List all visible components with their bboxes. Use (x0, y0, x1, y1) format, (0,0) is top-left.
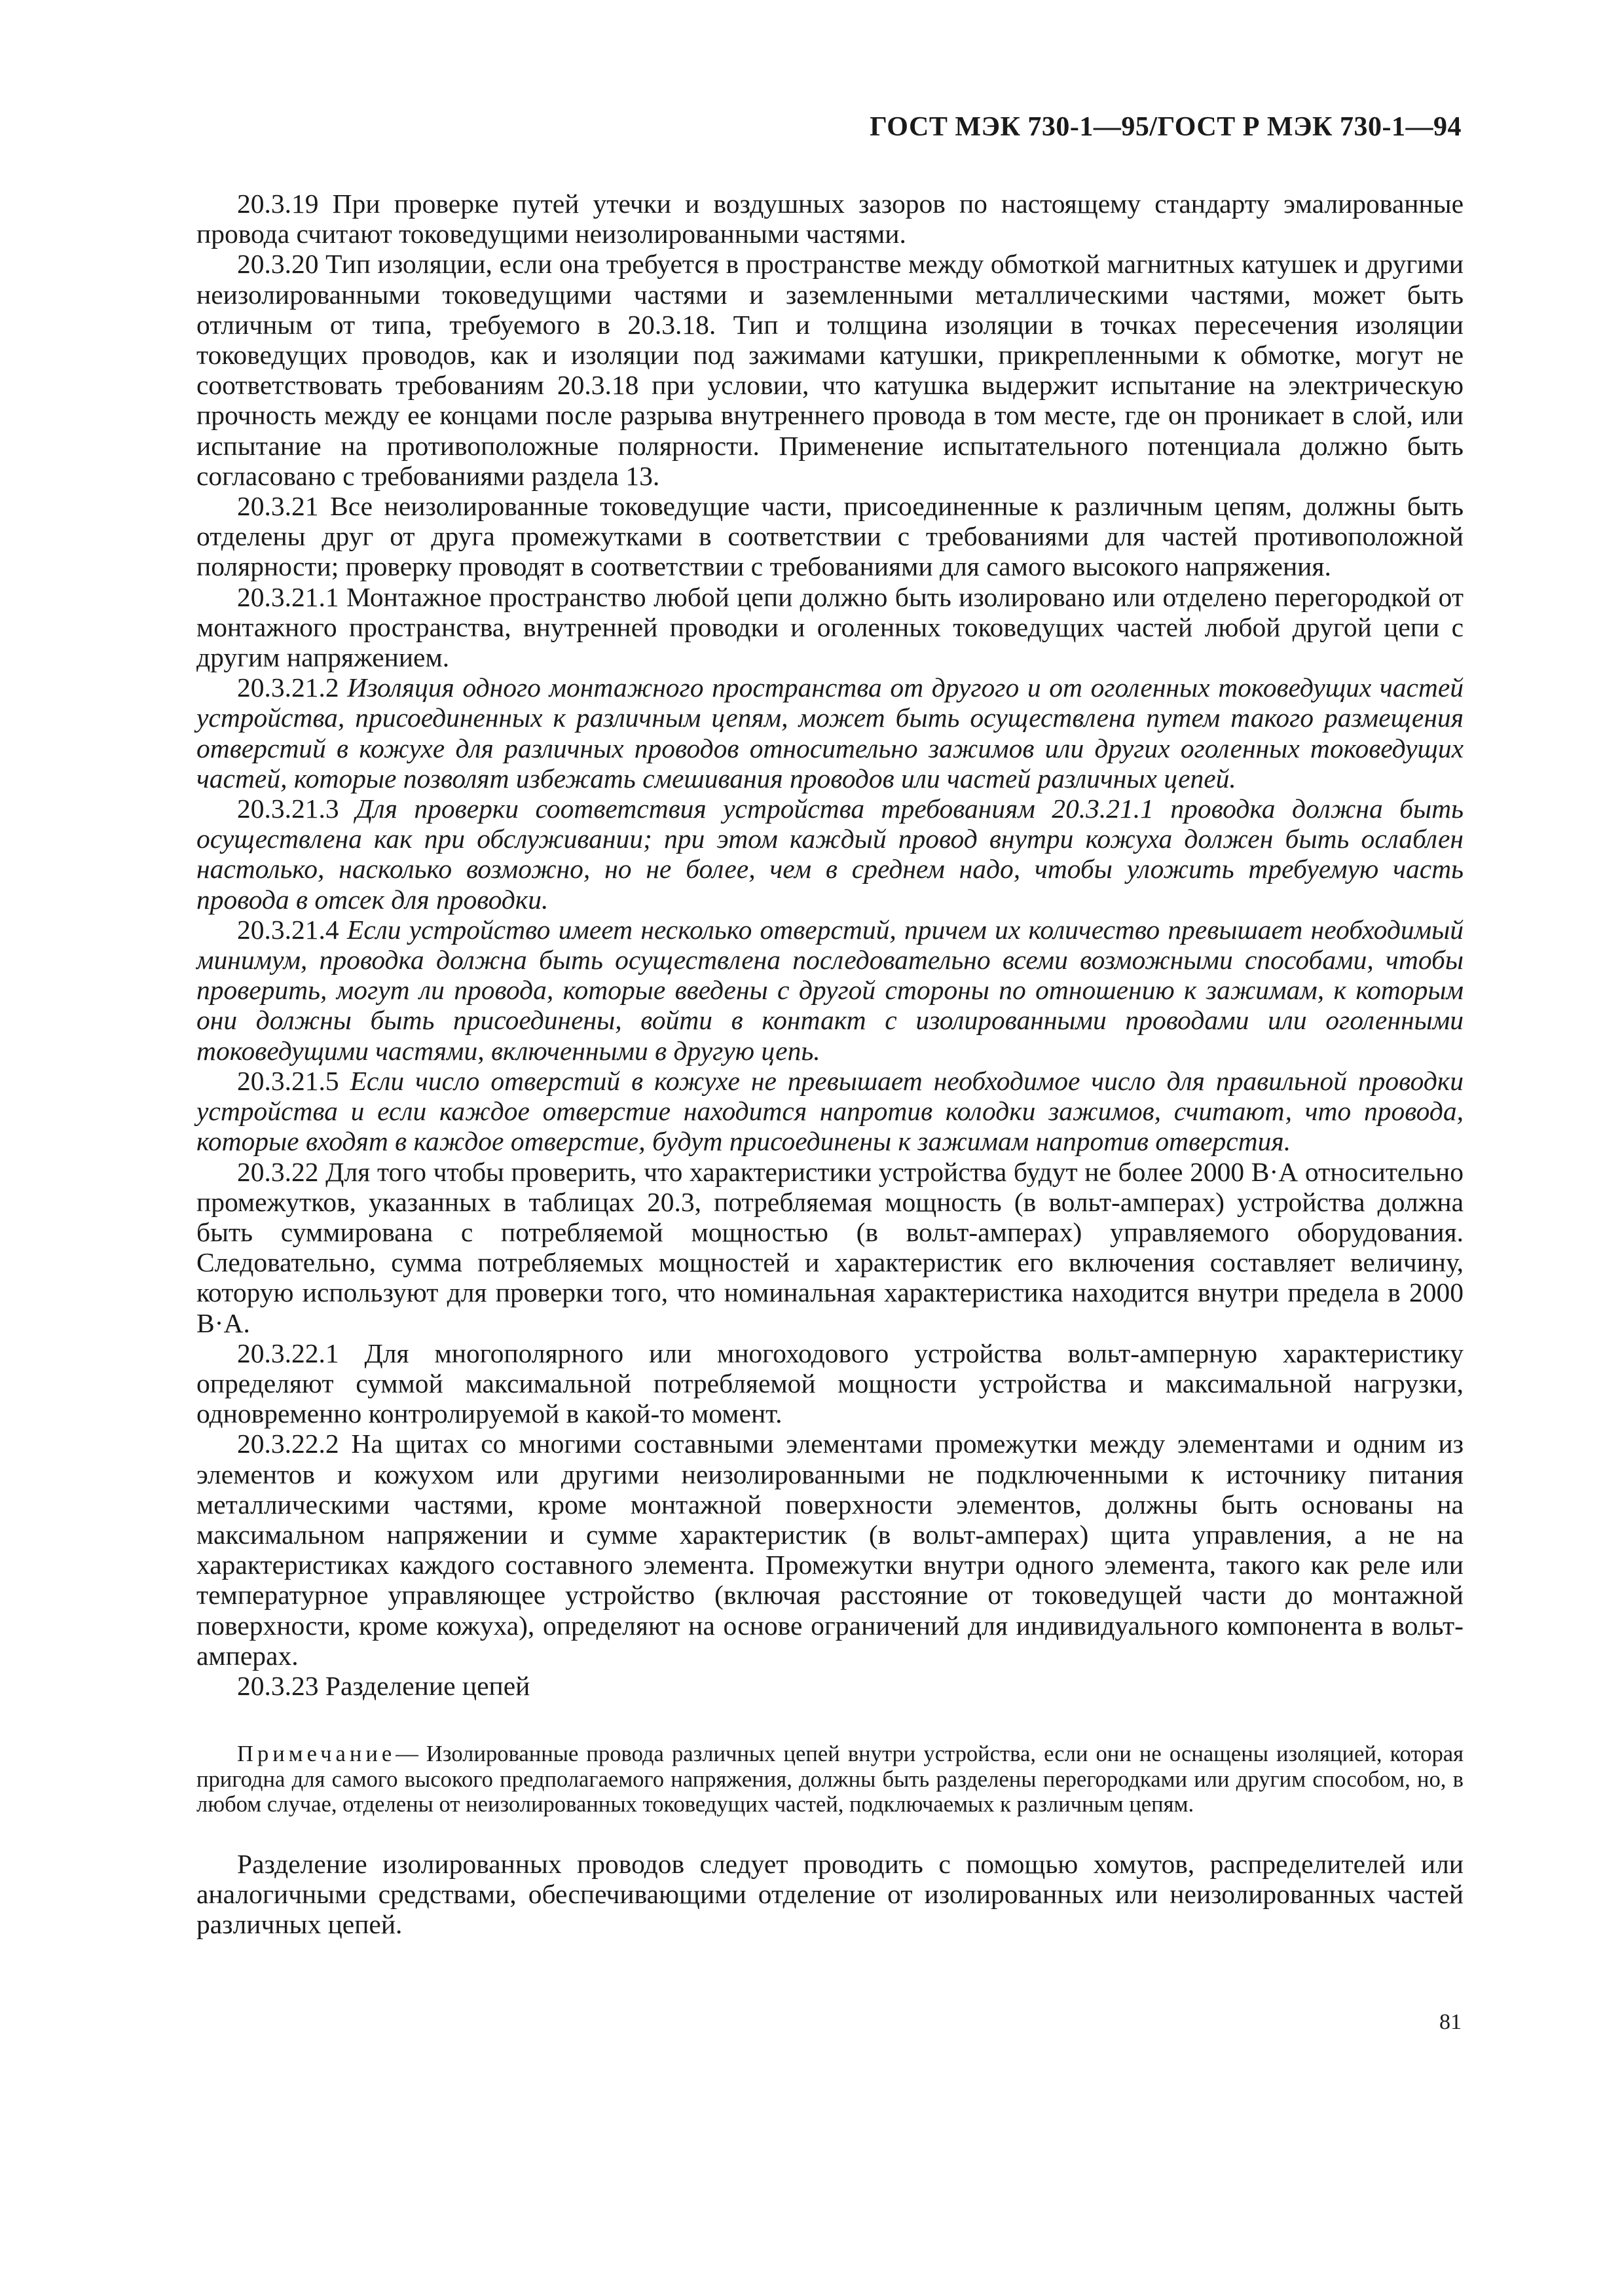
paragraph-after-note: Разделение изолированных проводов следует проводить с помощью хомутов, распределителей или аналогичными средствами, обеспечивающими отделение от изолированных или неизолированных частей различных цепей. (196, 1848, 1464, 1940)
paragraph-20-3-21-1: 20.3.21.1 Монтажное пространство любой цепи должно быть изолировано или отделено перегородкой от монтажного пространства, внутренней проводки и оголенных токоведущих частей любой другой цепи с другим напряжением. (196, 581, 1464, 673)
paragraph-italic-text: Если число отверстий в кожухе не превышает необходимое число для правильной проводки устройства и если каждое отверстие находится напротив колодки зажимов, считают, что провода, которые входят в каждое отверстие, будут присоединены к зажимам напротив отверстия. (196, 1065, 1464, 1157)
paragraph-italic-text: Если устройство имеет несколько отверстий, причем их количество превышает необходимый минимум, проводка должна быть осуществлена последовательно всеми возможными способами, чтобы проверить, могут ли провода, которые введены с другой стороны по отношению к зажимам, к которым они должны быть присоединены, войти в контакт с изолированными проводами или оголенными токоведущими частями, включенными в другую цепь. (196, 914, 1464, 1066)
paragraph-italic-text: Для проверки соответствия устройства требованиям 20.3.21.1 проводка должна быть осуществлена как при обслуживании; при этом каждый провод внутри кожуха должен быть ослаблен настолько, насколько возможно, но не более, чем в среднем надо, чтобы уложить требуемую часть провода в отсек для проводки. (196, 793, 1464, 915)
paragraph-20-3-22-1: 20.3.22.1 Для многополярного или многоходового устройства вольт-амперную характеристику определяют суммой максимальной потребляемой мощности устройства и максимальной нагрузки, одновременно контролируемой в какой-то момент. (196, 1338, 1464, 1429)
paragraph-number: 20.3.21.2 (237, 672, 339, 703)
paragraph-20-3-19: 20.3.19 При проверке путей утечки и воздушных зазоров по настоящему стандарту эмалированные провода считают токоведущими неизолированными частями. (196, 189, 1464, 249)
paragraph-20-3-22: 20.3.22 Для того чтобы проверить, что характеристики устройства будут не более 2000 В·А относительно промежутков, указанных в таблицах 20.3, потребляемая мощность (в вольт-амперах) устройства должна быть суммирована с потребляемой мощностью (в вольт-амперах) управляемого оборудования. Следовательно, сумма потребляемых мощностей и характеристик его включения составляет величину, которую используют для проверки того, что номинальная характеристика находится внутри предела в 2000 В·А. (196, 1156, 1464, 1338)
paragraph-20-3-21-4 (196, 915, 1464, 1066)
document-header: ГОСТ МЭК 730-1—95/ГОСТ Р МЭК 730-1—94 (870, 112, 1462, 142)
paragraph-20-3-22-2: 20.3.22.2 На щитах со многими составными элементами промежутки между элементами и одним из элементов и кожухом или другими неизолированными не подключенными к источнику питания металлическими частями, кроме монтажной поверхности элементов, должны быть основаны на максимальном напряжении и сумме характеристик (в вольт-амперах) щита управления, а не на характеристиках каждого составного элемента. Промежутки внутри одного элемента, такого как реле или температурное управляющее устройство (включая расстояние от токоведущей части до монтажной поверхности, кроме кожуха), определяют на основе ограничений для индивидуального компонента в вольт-амперах. (196, 1429, 1464, 1671)
note-label: Примечание (237, 1741, 396, 1767)
document-body (196, 189, 1464, 1967)
paragraph-20-3-20: 20.3.20 Тип изоляции, если она требуется в пространстве между обмоткой магнитных катушек и другими неизолированными токоведущими частями и заземленными металлическими частями, может быть отличным от типа, требуемого в 20.3.18. Тип и толщина изоляции в точках пересечения изоляции токоведущих проводов, как и изоляции под зажимами катушки, прикрепленными к обмотке, могут не соответствовать требованиям 20.3.18 при условии, что катушка выдержит испытание на электрическую прочность между ее концами после разрыва внутреннего провода в том месте, где он проникает в слой, или испытание на противоположные полярности. Применение испытательного потенциала должно быть согласовано с требованиями раздела 13. (196, 249, 1464, 491)
note (196, 1741, 1464, 1817)
paragraph-20-3-21-5 (196, 1066, 1464, 1157)
paragraph-number: 20.3.21.3 (237, 793, 339, 824)
paragraph-number: 20.3.21.5 (237, 1065, 339, 1096)
paragraph-number: 20.3.21.4 (237, 914, 339, 945)
paragraph-20-3-23: 20.3.23 Разделение цепей (237, 1670, 530, 1701)
paragraph-20-3-21: 20.3.21 Все неизолированные токоведущие части, присоединенные к различным цепям, должны быть отделены друг от друга промежутками в соответствии с требованиями для частей противоположной полярности; проверку проводят в соответствии с требованиями для самого высокого напряжения. (196, 491, 1464, 582)
paragraph-italic-text: Изоляция одного монтажного пространства от другого и от оголенных токоведущих частей устройства, присоединенных к различным цепям, может быть осуществлена путем такого размещения отверстий в кожухе для различных проводов относительно зажимов или других оголенных токоведущих частей, которые позволят избежать смешивания проводов или частей различных цепей. (196, 672, 1464, 793)
note-text: — Изолированные провода различных цепей внутри устройства, если они не оснащены изоляцией, которая пригодна для самого высокого предполагаемого напряжения, должны быть разделены перегородками или другим способом, но, в любом случае, отделены от неизолированных токоведущих частей, подключаемых к различным цепям. (196, 1741, 1464, 1817)
page-number: 81 (1439, 2010, 1462, 2034)
paragraph-20-3-21-2 (196, 672, 1464, 793)
paragraph-20-3-21-3 (196, 793, 1464, 915)
